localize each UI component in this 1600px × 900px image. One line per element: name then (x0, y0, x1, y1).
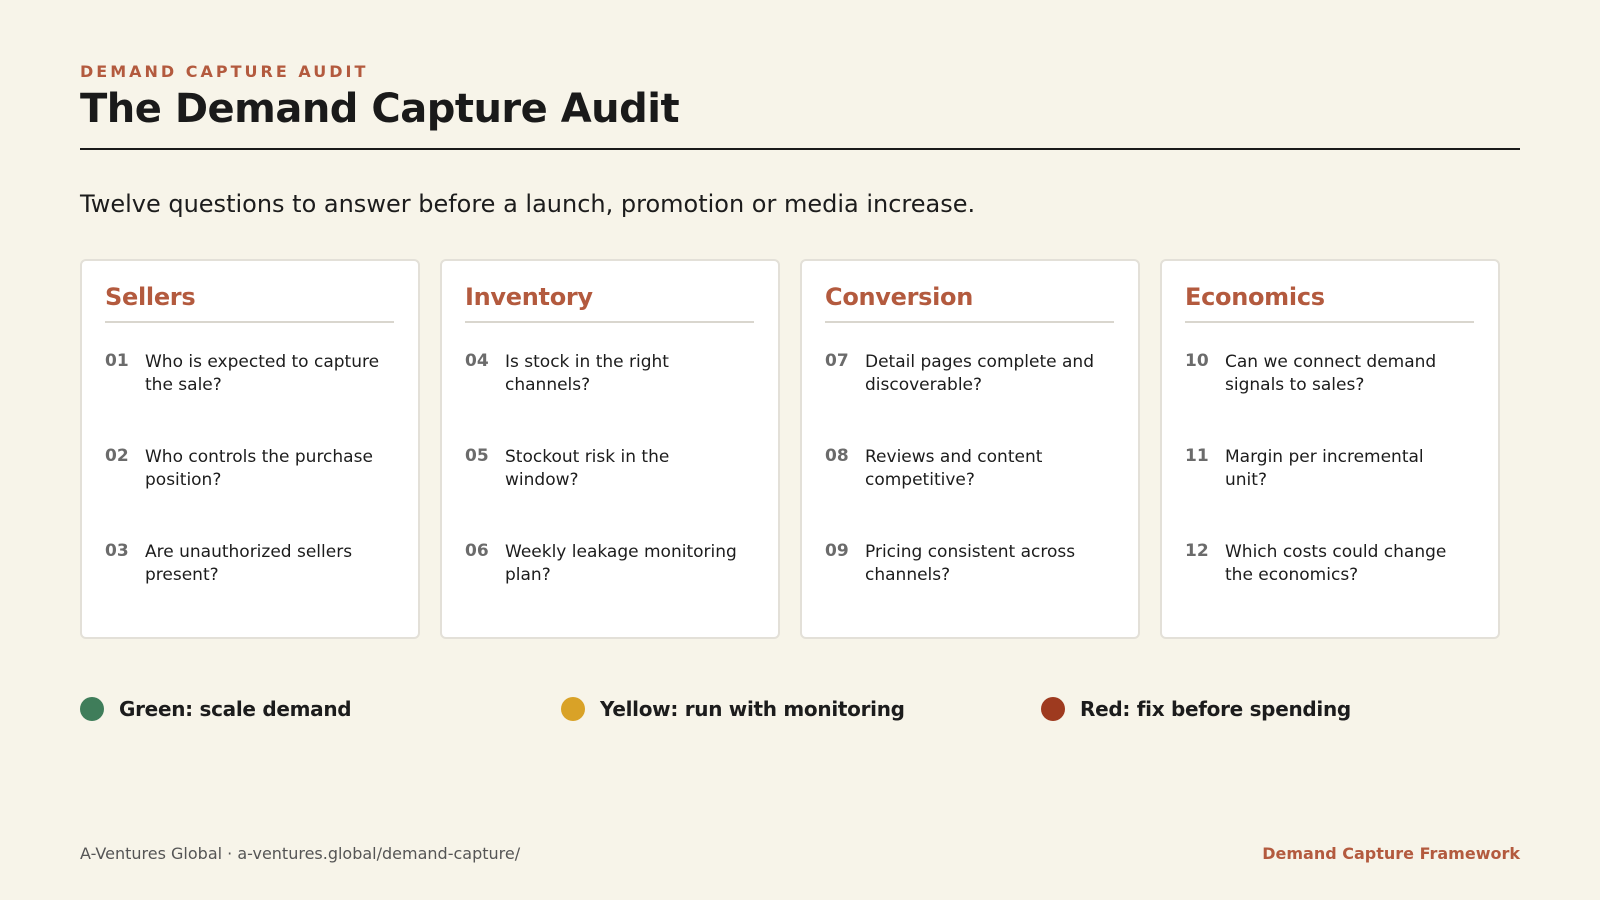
question-text: Pricing consistent across channels? (865, 542, 1076, 585)
question-number: 07 (825, 351, 849, 371)
status-legend (80, 697, 1520, 725)
card-title: Inventory (465, 283, 754, 323)
question-text: Which costs could change the economics? (1225, 542, 1447, 585)
question-item (825, 541, 1114, 636)
question-item (105, 541, 394, 636)
question-list (465, 351, 754, 636)
legend-item-yellow (561, 697, 905, 721)
question-item (1185, 541, 1474, 636)
yellow-dot-icon (561, 697, 585, 721)
legend-item-green (80, 697, 351, 721)
question-list (105, 351, 394, 636)
question-number: 03 (105, 541, 129, 561)
legend-label: Red: fix before spending (1080, 697, 1351, 721)
card-title: Economics (1185, 283, 1474, 323)
eyebrow-label: DEMAND CAPTURE AUDIT (80, 62, 369, 81)
question-list (825, 351, 1114, 636)
question-item (465, 446, 754, 541)
question-item (105, 446, 394, 541)
card-conversion (800, 259, 1140, 639)
question-number: 11 (1185, 446, 1209, 466)
title-divider (80, 148, 1520, 150)
page-title: The Demand Capture Audit (80, 86, 680, 132)
page-subtitle: Twelve questions to answer before a launch, promotion or media increase. (80, 190, 976, 218)
card-title: Conversion (825, 283, 1114, 323)
question-item (1185, 446, 1474, 541)
audit-cards (80, 259, 1500, 639)
question-number: 02 (105, 446, 129, 466)
question-text: Stockout risk in the window? (505, 447, 670, 490)
question-text: Reviews and content competitive? (865, 447, 1043, 490)
question-number: 08 (825, 446, 849, 466)
card-title: Sellers (105, 283, 394, 323)
card-inventory (440, 259, 780, 639)
question-number: 04 (465, 351, 489, 371)
question-number: 09 (825, 541, 849, 561)
footer-source: A-Ventures Global · a-ventures.global/demand-capture/ (80, 844, 521, 863)
question-list (1185, 351, 1474, 636)
question-text: Who is expected to capture the sale? (145, 352, 380, 395)
question-text: Can we connect demand signals to sales? (1225, 352, 1437, 395)
card-economics (1160, 259, 1500, 639)
legend-label: Green: scale demand (119, 697, 352, 721)
legend-item-red (1041, 697, 1351, 721)
question-number: 12 (1185, 541, 1209, 561)
question-text: Margin per incremental unit? (1225, 447, 1424, 490)
legend-label: Yellow: run with monitoring (600, 697, 905, 721)
question-item (105, 351, 394, 446)
question-number: 10 (1185, 351, 1209, 371)
card-sellers (80, 259, 420, 639)
question-text: Weekly leakage monitoring plan? (505, 542, 737, 585)
question-number: 01 (105, 351, 129, 371)
question-text: Who controls the purchase position? (145, 447, 373, 490)
question-text: Is stock in the right channels? (505, 352, 669, 395)
question-item (825, 351, 1114, 446)
green-dot-icon (80, 697, 104, 721)
question-item (465, 351, 754, 446)
question-number: 05 (465, 446, 489, 466)
question-text: Detail pages complete and discoverable? (865, 352, 1094, 395)
red-dot-icon (1041, 697, 1065, 721)
footer-framework-name: Demand Capture Framework (1262, 844, 1520, 863)
question-item (465, 541, 754, 636)
question-text: Are unauthorized sellers present? (145, 542, 353, 585)
question-item (1185, 351, 1474, 446)
question-item (825, 446, 1114, 541)
question-number: 06 (465, 541, 489, 561)
